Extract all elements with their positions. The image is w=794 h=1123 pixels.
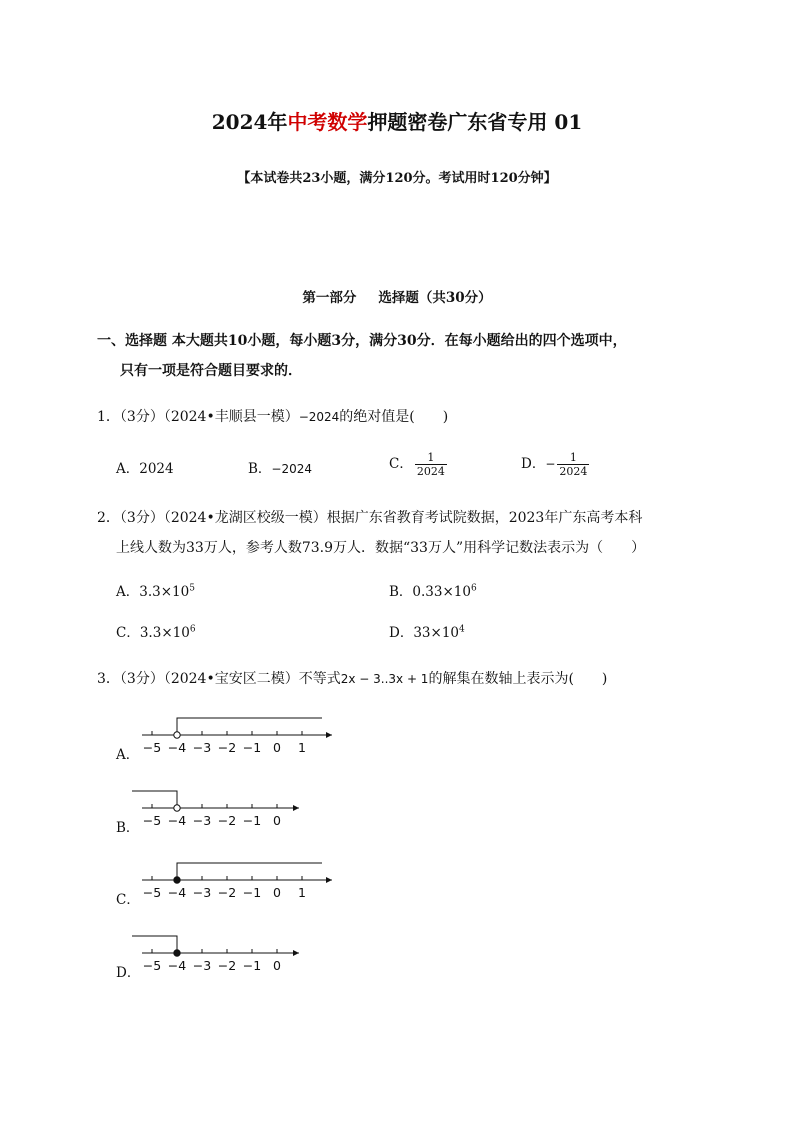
axis-tick-label: −2 <box>217 740 237 755</box>
axis-tick-label: −4 <box>167 885 187 900</box>
axis-tick-label: −3 <box>192 958 212 973</box>
q3-option-b-label[interactable]: B． <box>116 820 140 836</box>
question-2-line2: 上线人数为33万人，参考人数73.9万人．数据“33万人”用科学记数法表示为（ ） <box>116 540 646 556</box>
axis-tick-label: −5 <box>142 740 162 755</box>
axis-tick-label: −2 <box>217 813 237 828</box>
q1-expr: −2024 <box>298 410 340 424</box>
axis-arrow-icon <box>293 805 299 811</box>
part-number: 第一部分 <box>302 290 357 306</box>
solution-ray <box>132 936 177 953</box>
axis-tick-label: −1 <box>242 885 262 900</box>
axis-tick-label: −2 <box>217 958 237 973</box>
axis-tick-label: −4 <box>167 740 187 755</box>
title-rest: 押题密卷广东省专用 01 <box>367 110 583 134</box>
question-2-line1: 2．（3分）（2024•龙湖区校级一模）根据广东省教育考试院数据，2023年广东高考本科 <box>97 510 643 526</box>
part-heading <box>0 286 794 306</box>
exam-info: 【本试卷共23小题，满分120分。考试用时120分钟】 <box>237 171 557 186</box>
question-3: 3．（3分）（2024•宝安区二模）不等式2x − 3..3x + 1的解集在数轴上表示为( ) <box>97 671 608 687</box>
axis-tick-label: −3 <box>192 885 212 900</box>
axis-tick-label: 0 <box>273 885 281 900</box>
q2-option-b[interactable]: B．$0.33\times 10^6$ <box>389 583 477 600</box>
q2-option-a[interactable]: A．$3.3\times 10^5$ <box>116 583 195 600</box>
axis-tick-label: 0 <box>273 813 281 828</box>
title-subject: 中考数学 <box>287 110 368 134</box>
q3-option-d-number-line[interactable] <box>130 928 350 978</box>
closed-point <box>174 950 180 956</box>
q2-option-c[interactable]: C．$3.3\times 10^6$ <box>116 624 196 641</box>
axis-tick-label: −5 <box>142 958 162 973</box>
solution-ray <box>177 718 322 735</box>
axis-tick-label: 1 <box>298 740 306 755</box>
axis-arrow-icon <box>326 732 332 738</box>
axis-arrow-icon <box>293 950 299 956</box>
page-title <box>0 106 794 135</box>
question-1 <box>97 406 448 426</box>
section-instruction-line2: 只有一项是符合题目要求的． <box>120 363 302 379</box>
q2-option-d[interactable]: D．$33\times 10^4$ <box>389 624 465 641</box>
part-title: 选择题（共30分） <box>378 290 492 306</box>
open-point <box>174 732 180 738</box>
axis-tick-label: −4 <box>167 813 187 828</box>
q1-option-d[interactable]: D．− $\frac{1}{2024}$ <box>521 451 588 478</box>
axis-tick-label: −1 <box>242 958 262 973</box>
axis-tick-label: −5 <box>142 813 162 828</box>
axis-tick-label: −3 <box>192 813 212 828</box>
axis-tick-label: −2 <box>217 885 237 900</box>
axis-arrow-icon <box>326 877 332 883</box>
q1-option-c[interactable]: C． $\frac{1}{2024}$ <box>389 451 445 478</box>
section-instruction-line1: 一、选择题 本大题共10小题，每小题3分，满分30分．在每小题给出的四个选项中， <box>97 333 627 349</box>
q3-option-d-label[interactable]: D． <box>116 965 141 981</box>
open-point <box>174 805 180 811</box>
axis-tick-label: −1 <box>242 740 262 755</box>
axis-tick-label: −3 <box>192 740 212 755</box>
q3-option-a-number-line[interactable] <box>130 710 350 760</box>
axis-tick-label: 0 <box>273 958 281 973</box>
q1-tail: 的绝对值是( ) <box>339 409 449 425</box>
solution-ray <box>132 791 177 808</box>
fraction: $\frac{1}{2024}$ <box>559 451 588 478</box>
axis-tick-label: −1 <box>242 813 262 828</box>
q3-option-b-number-line[interactable] <box>130 783 350 833</box>
axis-tick-label: 1 <box>298 885 306 900</box>
solution-ray <box>177 863 322 880</box>
axis-tick-label: −5 <box>142 885 162 900</box>
q1-stem: 1．（3分）（2024•丰顺县一模） <box>97 409 299 425</box>
q1-option-b[interactable]: B．−2024 <box>248 461 313 477</box>
closed-point <box>174 877 180 883</box>
q3-inequality: 2x − 3..3x + 1 <box>340 672 429 686</box>
title-year: 2024年 <box>211 110 288 134</box>
q3-option-c-label[interactable]: C． <box>116 892 140 908</box>
axis-tick-label: −4 <box>167 958 187 973</box>
fraction: $\frac{1}{2024}$ <box>416 451 445 478</box>
q3-option-a-label[interactable]: A． <box>116 747 140 763</box>
q3-option-c-number-line[interactable] <box>130 855 350 905</box>
axis-tick-label: 0 <box>273 740 281 755</box>
q1-option-a[interactable]: A．2024 <box>116 461 174 477</box>
